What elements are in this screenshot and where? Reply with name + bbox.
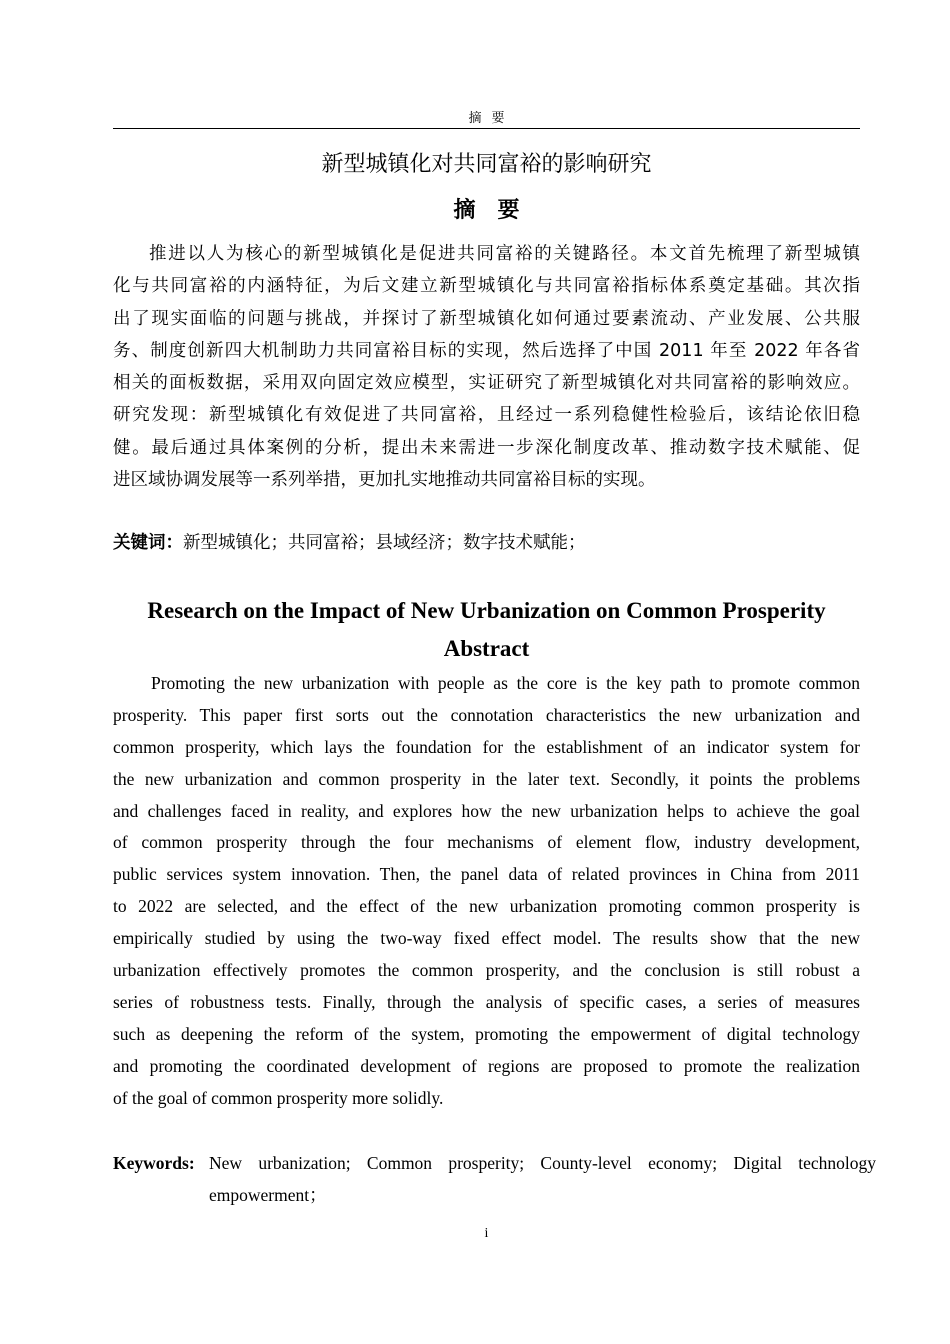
english-abstract-line: Promoting the new urbanization with people as the core is the key path to promote common [151, 673, 860, 693]
header-rule [113, 128, 860, 129]
english-abstract-line: to 2022 are selected, and the effect of the new urbanization promoting common prosperity is [113, 896, 860, 917]
chinese-keywords [113, 528, 860, 558]
english-abstract-line: of the goal of common prosperity more solidly. [113, 1087, 444, 1108]
chinese-abstract-line: 研究发现：新型城镇化有效促进了共同富裕，且经过一系列稳健性检验后，该结论依旧稳 [113, 405, 860, 426]
english-abstract-body [113, 668, 860, 1114]
english-abstract-line: common prosperity, which lays the foundation for the establishment of an indicator system for [113, 736, 860, 757]
running-header: 摘要 [468, 110, 515, 125]
chinese-title: 新型城镇化对共同富裕的影响研究 [321, 152, 652, 177]
english-abstract-line: urbanization effectively promotes the common prosperity, and the conclusion is still robust a [113, 960, 860, 981]
english-abstract-heading: Abstract [443, 636, 530, 661]
chinese-keywords-label: 关键词： [113, 533, 183, 553]
english-abstract-line: such as deepening the reform of the system, promoting the empowerment of digital technology [113, 1023, 860, 1044]
english-abstract-line: public services system innovation. Then, the panel data of related provinces in China from 2011 [113, 864, 860, 885]
chinese-abstract-body [113, 238, 860, 496]
english-abstract-line: and promoting the coordinated development of regions are proposed to promote the realization [113, 1055, 860, 1076]
english-keywords-continuation: empowerment； [209, 1185, 327, 1205]
chinese-abstract-heading: 摘要 [453, 198, 542, 223]
chinese-abstract-line: 推进以人为核心的新型城镇化是促进共同富裕的关键路径。本文首先梳理了新型城镇 [149, 244, 860, 264]
english-abstract-line: of common prosperity through the four mechanisms of element flow, industry development, [113, 832, 860, 853]
page-number: i [484, 1226, 489, 1241]
english-abstract-line: prosperity. This paper first sorts out the connotation characteristics the new urbanization and [113, 704, 860, 725]
english-abstract-line: empirically studied by using the two-way fixed effect model. The results show that the new [113, 928, 860, 949]
english-keywords [113, 1147, 876, 1211]
chinese-abstract-line: 出了现实面临的问题与挑战，并探讨了新型城镇化如何通过要素流动、产业发展、公共服 [113, 308, 860, 329]
chinese-abstract-line: 化与共同富裕的内涵特征，为后文建立新型城镇化与共同富裕指标体系奠定基础。其次指 [113, 276, 860, 297]
chinese-abstract-line: 进区域协调发展等一系列举措，更加扎实地推动共同富裕目标的实现。 [113, 470, 656, 491]
chinese-abstract-line: 健。最后通过具体案例的分析，提出未来需进一步深化制度改革、推动数字技术赋能、促 [113, 437, 860, 458]
english-keywords-label: Keywords: [113, 1153, 195, 1173]
chinese-abstract-line: 务、制度创新四大机制助力共同富裕目标的实现，然后选择了中国 2011 年至 2022 年各省 [113, 340, 860, 361]
english-abstract-line: and challenges faced in reality, and explores how the new urbanization helps to achieve the goal [113, 800, 860, 821]
english-abstract-line: the new urbanization and common prosperity in the later text. Secondly, it points the problems [113, 768, 860, 789]
chinese-keywords-text: 新型城镇化；共同富裕；县域经济；数字技术赋能； [183, 533, 586, 553]
chinese-abstract-line: 相关的面板数据，采用双向固定效应模型，实证研究了新型城镇化对共同富裕的影响效应。 [113, 373, 860, 394]
english-title: Research on the Impact of New Urbanization on Common Prosperity [147, 598, 826, 623]
english-abstract-line: series of robustness tests. Finally, through the analysis of specific cases, a series of measures [113, 991, 860, 1012]
english-keywords-text: New urbanization; Common prosperity; County-level economy; Digital technology [209, 1153, 876, 1173]
